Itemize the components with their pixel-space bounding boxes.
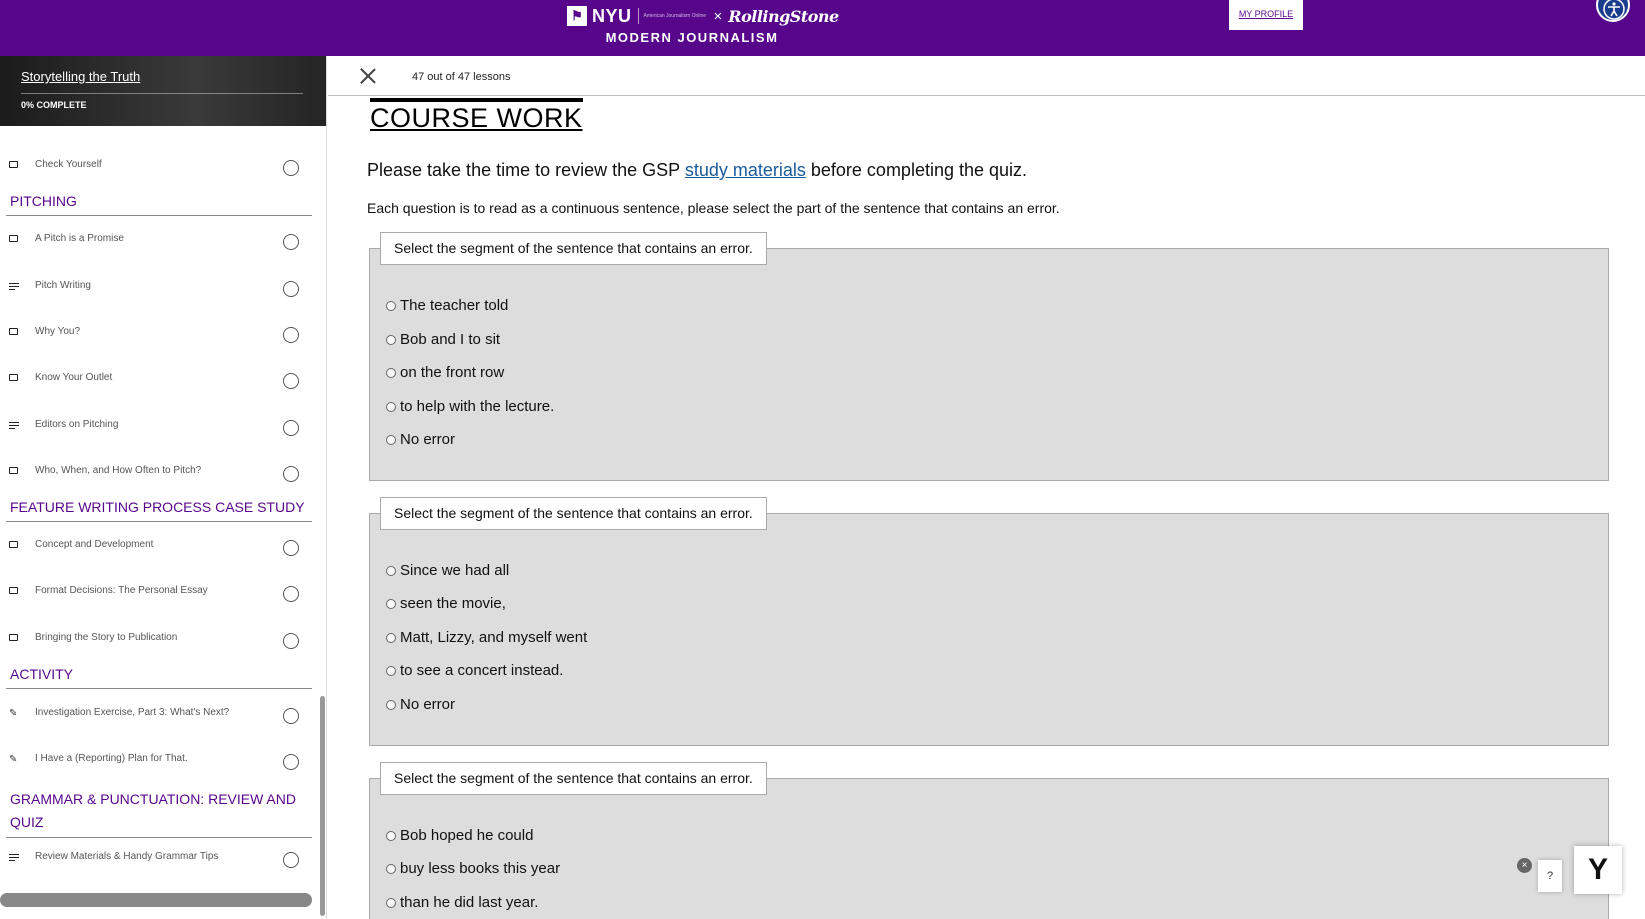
radio-button[interactable] <box>386 898 396 908</box>
sidebar-horizontal-scrollbar[interactable] <box>0 893 312 907</box>
lesson-item[interactable] <box>0 319 320 349</box>
option-label: to see a concert instead. <box>400 662 564 679</box>
lesson-item[interactable] <box>0 844 320 874</box>
completion-circle[interactable] <box>283 852 299 868</box>
lesson-label: Format Decisions: The Personal Essay <box>35 585 208 596</box>
intro-text <box>367 160 1027 181</box>
lesson-label: A Pitch is a Promise <box>35 233 124 244</box>
accessibility-icon <box>1603 0 1625 20</box>
section-divider <box>6 837 312 838</box>
radio-button[interactable] <box>386 301 396 311</box>
question-prompt: Select the segment of the sentence that contains an error. <box>380 497 767 530</box>
study-materials-link[interactable]: study materials <box>684 160 806 180</box>
lesson-label: Review Materials & Handy Grammar Tips <box>35 851 219 862</box>
yellowdig-logo-button[interactable]: Y <box>1574 846 1622 894</box>
option-label: Since we had all <box>400 562 510 579</box>
lesson-item[interactable] <box>0 152 320 182</box>
brand-row <box>567 6 839 26</box>
text-icon <box>9 281 19 295</box>
accessibility-button[interactable] <box>1596 0 1630 22</box>
page-title: COURSE WORK <box>370 98 583 134</box>
lesson-item[interactable] <box>0 365 320 395</box>
option-label: Matt, Lizzy, and myself went <box>400 629 588 646</box>
question-fieldset <box>369 240 1609 481</box>
nyu-torch-icon: ⚑ <box>567 6 587 26</box>
nyu-subtitle: American Journalism Online <box>643 13 707 19</box>
activity-icon: ✎ <box>9 708 18 719</box>
radio-button[interactable] <box>386 402 396 412</box>
radio-button[interactable] <box>386 566 396 576</box>
completion-circle[interactable] <box>283 540 299 556</box>
lesson-item[interactable] <box>0 458 320 488</box>
section-divider <box>6 215 312 216</box>
section-title: FEATURE WRITING PROCESS CASE STUDY <box>10 499 305 515</box>
lesson-counter: 47 out of 47 lessons <box>412 71 511 83</box>
text-icon <box>9 420 19 434</box>
completion-circle[interactable] <box>283 708 299 724</box>
video-icon <box>9 160 18 171</box>
option-label: No error <box>400 431 456 448</box>
lesson-label: Know Your Outlet <box>35 372 113 383</box>
brand-cross: × <box>713 7 723 25</box>
brand-logo[interactable] <box>567 5 839 50</box>
lesson-label: Bringing the Story to Publication <box>35 632 178 643</box>
lesson-content <box>328 56 1645 919</box>
completion-circle[interactable] <box>283 420 299 436</box>
text-icon <box>9 852 19 866</box>
quiz-instructions: Each question is to read as a continuous sentence, please select the part of the sentence that contains an error. <box>367 200 1060 216</box>
course-sidebar <box>0 56 327 919</box>
section-divider <box>6 688 312 689</box>
dismiss-help-icon[interactable]: × <box>1517 858 1532 873</box>
lesson-item[interactable] <box>0 578 320 608</box>
radio-button[interactable] <box>386 633 396 643</box>
course-header-divider <box>21 93 303 94</box>
question-prompt: Select the segment of the sentence that contains an error. <box>380 762 767 795</box>
lesson-item[interactable] <box>0 273 320 303</box>
radio-button[interactable] <box>386 864 396 874</box>
completion-circle[interactable] <box>283 160 299 176</box>
section-divider <box>6 521 312 522</box>
radio-button[interactable] <box>386 831 396 841</box>
radio-button[interactable] <box>386 335 396 345</box>
option-label: seen the movie, <box>400 595 506 612</box>
video-icon <box>9 234 18 245</box>
option-label: buy less books this year <box>400 860 561 877</box>
radio-button[interactable] <box>386 599 396 609</box>
lesson-item[interactable] <box>0 226 320 256</box>
radio-button[interactable] <box>386 700 396 710</box>
completion-circle[interactable] <box>283 281 299 297</box>
video-icon <box>9 327 18 338</box>
completion-circle[interactable] <box>283 586 299 602</box>
section-title: GRAMMAR & PUNCTUATION: REVIEW AND QUIZ <box>10 791 296 830</box>
intro-before: Please take the time to review the GSP <box>367 160 685 180</box>
question-prompt: Select the segment of the sentence that contains an error. <box>380 232 767 265</box>
radio-button[interactable] <box>386 666 396 676</box>
lesson-label: I Have a (Reporting) Plan for That. <box>35 753 188 764</box>
lesson-item[interactable] <box>0 625 320 655</box>
section-title: PITCHING <box>10 193 77 209</box>
lesson-item[interactable] <box>0 700 320 730</box>
lesson-label: Editors on Pitching <box>35 419 119 430</box>
intro-after: before completing the quiz. <box>805 160 1028 180</box>
course-title-link[interactable]: Storytelling the Truth <box>21 69 141 84</box>
option-label: No error <box>400 696 456 713</box>
nyu-wordmark: NYU <box>592 5 632 26</box>
help-button[interactable]: ? <box>1538 860 1562 892</box>
video-icon <box>9 540 18 551</box>
option-label: Bob hoped he could <box>400 827 534 844</box>
top-header <box>0 0 1645 56</box>
lesson-topbar <box>328 56 1645 96</box>
completion-circle[interactable] <box>283 373 299 389</box>
section-title: ACTIVITY <box>10 666 74 682</box>
close-icon[interactable] <box>360 68 376 84</box>
lesson-label: Who, When, and How Often to Pitch? <box>35 465 202 476</box>
lesson-item[interactable] <box>0 746 320 776</box>
video-icon <box>9 466 18 477</box>
sidebar-vertical-scrollbar[interactable] <box>320 696 325 916</box>
option-label: The teacher told <box>400 297 509 314</box>
completion-circle[interactable] <box>283 466 299 482</box>
option-label: to help with the lecture. <box>400 398 555 415</box>
completion-circle[interactable] <box>283 234 299 250</box>
lesson-label: Pitch Writing <box>35 280 91 291</box>
option-label: on the front row <box>400 364 505 381</box>
activity-icon: ✎ <box>9 754 18 765</box>
completion-circle[interactable] <box>283 633 299 649</box>
program-title: MODERN JOURNALISM <box>605 30 779 45</box>
radio-button[interactable] <box>386 435 396 445</box>
question-fieldset <box>369 505 1609 746</box>
radio-button[interactable] <box>386 368 396 378</box>
lesson-label: Concept and Development <box>35 539 154 550</box>
lesson-label: Investigation Exercise, Part 3: What's Next? <box>35 707 230 718</box>
video-icon <box>9 586 18 597</box>
completion-circle[interactable] <box>283 327 299 343</box>
course-header <box>0 56 327 126</box>
lesson-label: Check Yourself <box>35 159 102 170</box>
course-progress: 0% COMPLETE <box>21 100 87 110</box>
completion-circle[interactable] <box>283 754 299 770</box>
option-label: than he did last year. <box>400 894 539 911</box>
option-label: Bob and I to sit <box>400 331 501 348</box>
video-icon <box>9 373 18 384</box>
lesson-item[interactable] <box>0 412 320 442</box>
my-profile-button[interactable]: MY PROFILE <box>1229 0 1303 30</box>
lesson-item[interactable] <box>0 532 320 562</box>
rolling-stone-wordmark: RollingStone <box>728 6 839 26</box>
lesson-label: Why You? <box>35 326 81 337</box>
brand-divider <box>638 8 639 24</box>
question-fieldset <box>369 770 1609 919</box>
video-icon <box>9 633 18 644</box>
